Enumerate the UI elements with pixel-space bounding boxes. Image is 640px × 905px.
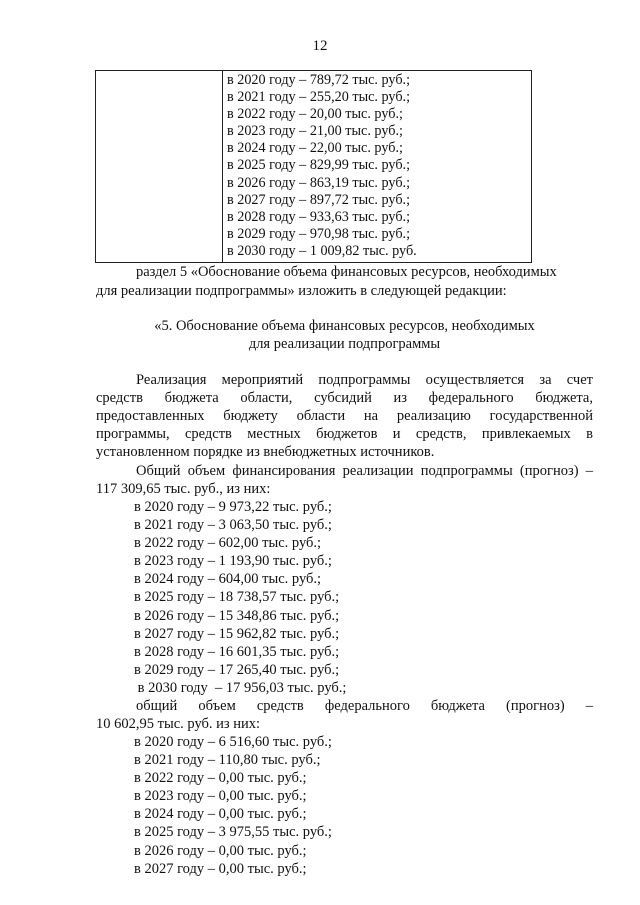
total-year-line: в 2027 году – 15 962,82 тыс. руб.;	[134, 625, 340, 642]
total-line-1: Общий объем финансирования реализации подпрограммы (прогноз) –	[136, 463, 593, 479]
total-year-line: в 2030 году – 17 956,03 тыс. руб.;	[134, 679, 347, 696]
para1-line-3: предоставленных бюджету области на реализацию государственной	[96, 408, 593, 424]
table-year-line: в 2022 году – 20,00 тыс. руб.;	[227, 106, 403, 123]
total-line-2: 117 309,65 тыс. руб., из них:	[96, 481, 271, 497]
table-year-line: в 2021 году – 255,20 тыс. руб.;	[227, 89, 411, 106]
table-year-line: в 2025 году – 829,99 тыс. руб.;	[227, 157, 411, 174]
federal-line-1: общий объем средств федерального бюджета (прогноз) –	[136, 698, 593, 714]
table-cell-years	[227, 72, 417, 260]
federal-year-line: в 2026 году – 0,00 тыс. руб.;	[134, 842, 307, 859]
intro-line-2: для реализации подпрограммы» изложить в следующей редакции:	[96, 283, 507, 299]
federal-year-line: в 2024 году – 0,00 тыс. руб.;	[134, 806, 307, 823]
para1-line-4: программы, средств местных бюджетов и средств, привлекаемых в	[96, 426, 593, 442]
total-year-line: в 2020 году – 9 973,22 тыс. руб.;	[134, 499, 332, 515]
federal-year-line: в 2021 году – 110,80 тыс. руб.;	[134, 752, 321, 769]
para1-line-5: установленном порядке из внебюджетных источников.	[96, 444, 435, 460]
total-year-line: в 2022 году – 602,00 тыс. руб.;	[134, 535, 322, 552]
section-heading-line-1: «5. Обоснование объема финансовых ресурсов, необходимых	[154, 318, 535, 334]
page-number: 12	[312, 38, 328, 54]
table-year-line: в 2030 году – 1 009,82 тыс. руб.	[227, 242, 417, 259]
table-year-line: в 2029 году – 970,98 тыс. руб.;	[227, 225, 411, 242]
total-year-line: в 2025 году – 18 738,57 тыс. руб.;	[134, 589, 340, 606]
table-year-line: в 2026 году – 863,19 тыс. руб.;	[227, 174, 411, 191]
total-year-line: в 2026 году – 15 348,86 тыс. руб.;	[134, 607, 340, 624]
para1-line-1: Реализация мероприятий подпрограммы осуществляется за счет	[136, 372, 593, 388]
table-year-line: в 2028 году – 933,63 тыс. руб.;	[227, 208, 411, 225]
total-year-line: в 2023 году – 1 193,90 тыс. руб.;	[134, 553, 332, 570]
federal-year-line: в 2025 году – 3 975,55 тыс. руб.;	[134, 824, 332, 841]
total-year-line: в 2028 году – 16 601,35 тыс. руб.;	[134, 643, 340, 660]
table-column-divider	[222, 71, 223, 262]
federal-year-line: в 2023 году – 0,00 тыс. руб.;	[134, 788, 307, 805]
total-year-line: в 2029 году – 17 265,40 тыс. руб.;	[134, 661, 340, 678]
table-year-line: в 2023 году – 21,00 тыс. руб.;	[227, 123, 403, 140]
total-year-line: в 2021 году – 3 063,50 тыс. руб.;	[134, 517, 332, 534]
funding-table	[95, 70, 532, 263]
federal-year-line: в 2027 году – 0,00 тыс. руб.;	[134, 860, 307, 877]
federal-year-line: в 2022 году – 0,00 тыс. руб.;	[134, 770, 307, 787]
intro-line-1: раздел 5 «Обоснование объема финансовых ресурсов, необходимых	[136, 264, 557, 280]
table-year-line: в 2027 году – 897,72 тыс. руб.;	[227, 191, 411, 208]
federal-years-list	[134, 733, 332, 878]
federal-line-2: 10 602,95 тыс. руб. из них:	[96, 716, 261, 732]
federal-year-line: в 2020 году – 6 516,60 тыс. руб.;	[134, 734, 332, 750]
para1-line-2: средств бюджета области, субсидий из федерального бюджета,	[96, 390, 593, 406]
table-year-line: в 2024 году – 22,00 тыс. руб.;	[227, 140, 403, 157]
total-years-list	[134, 498, 346, 697]
section-heading-line-2: для реализации подпрограммы	[248, 336, 441, 352]
total-year-line: в 2024 году – 604,00 тыс. руб.;	[134, 571, 322, 588]
table-year-line: в 2020 году – 789,72 тыс. руб.;	[227, 72, 411, 88]
